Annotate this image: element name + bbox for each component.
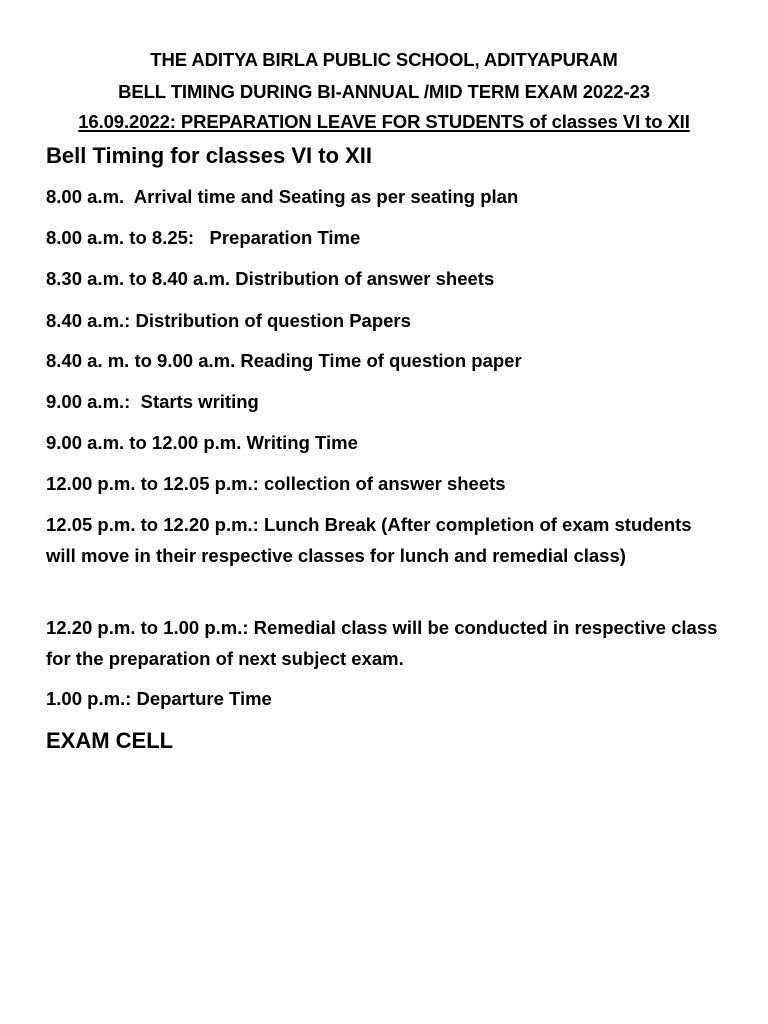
schedule-item-start-writing: 9.00 a.m.: Starts writing [46,391,259,412]
school-name: THE ADITYA BIRLA PUBLIC SCHOOL, ADITYAPURAM [150,49,618,70]
schedule-item-arrival: 8.00 a.m. Arrival time and Seating as per seating plan [46,186,519,207]
section-heading: Bell Timing for classes VI to XII [46,143,373,168]
schedule-item-departure: 1.00 p.m.: Departure Time [46,688,272,709]
schedule-item-collection: 12.00 p.m. to 12.05 p.m.: collection of answer sheets [46,473,506,494]
preparation-leave-notice: 16.09.2022: PREPARATION LEAVE FOR STUDENTS of classes VI to XII [78,111,690,132]
schedule-item-reading-time: 8.40 a. m. to 9.00 a.m. Reading Time of question paper [46,350,522,371]
schedule-item-lunch-break: 12.05 p.m. to 12.20 p.m.: Lunch Break (After completion of exam students will move in their respective classes for lunch and remedial class) [46,514,697,566]
schedule-item-writing-time: 9.00 a.m. to 12.00 p.m. Writing Time [46,432,358,453]
schedule-item-answer-sheets: 8.30 a.m. to 8.40 a.m. Distribution of answer sheets [46,268,495,289]
schedule-item-preparation: 8.00 a.m. to 8.25: Preparation Time [46,227,361,248]
exam-title: BELL TIMING DURING BI-ANNUAL /MID TERM EXAM 2022-23 [118,81,650,102]
schedule-item-remedial-class: 12.20 p.m. to 1.00 p.m.: Remedial class will be conducted in respective class for the preparation of next subject exam. [46,617,723,669]
schedule-item-question-papers: 8.40 a.m.: Distribution of question Papers [46,310,411,331]
exam-cell-signature: EXAM CELL [46,728,174,753]
